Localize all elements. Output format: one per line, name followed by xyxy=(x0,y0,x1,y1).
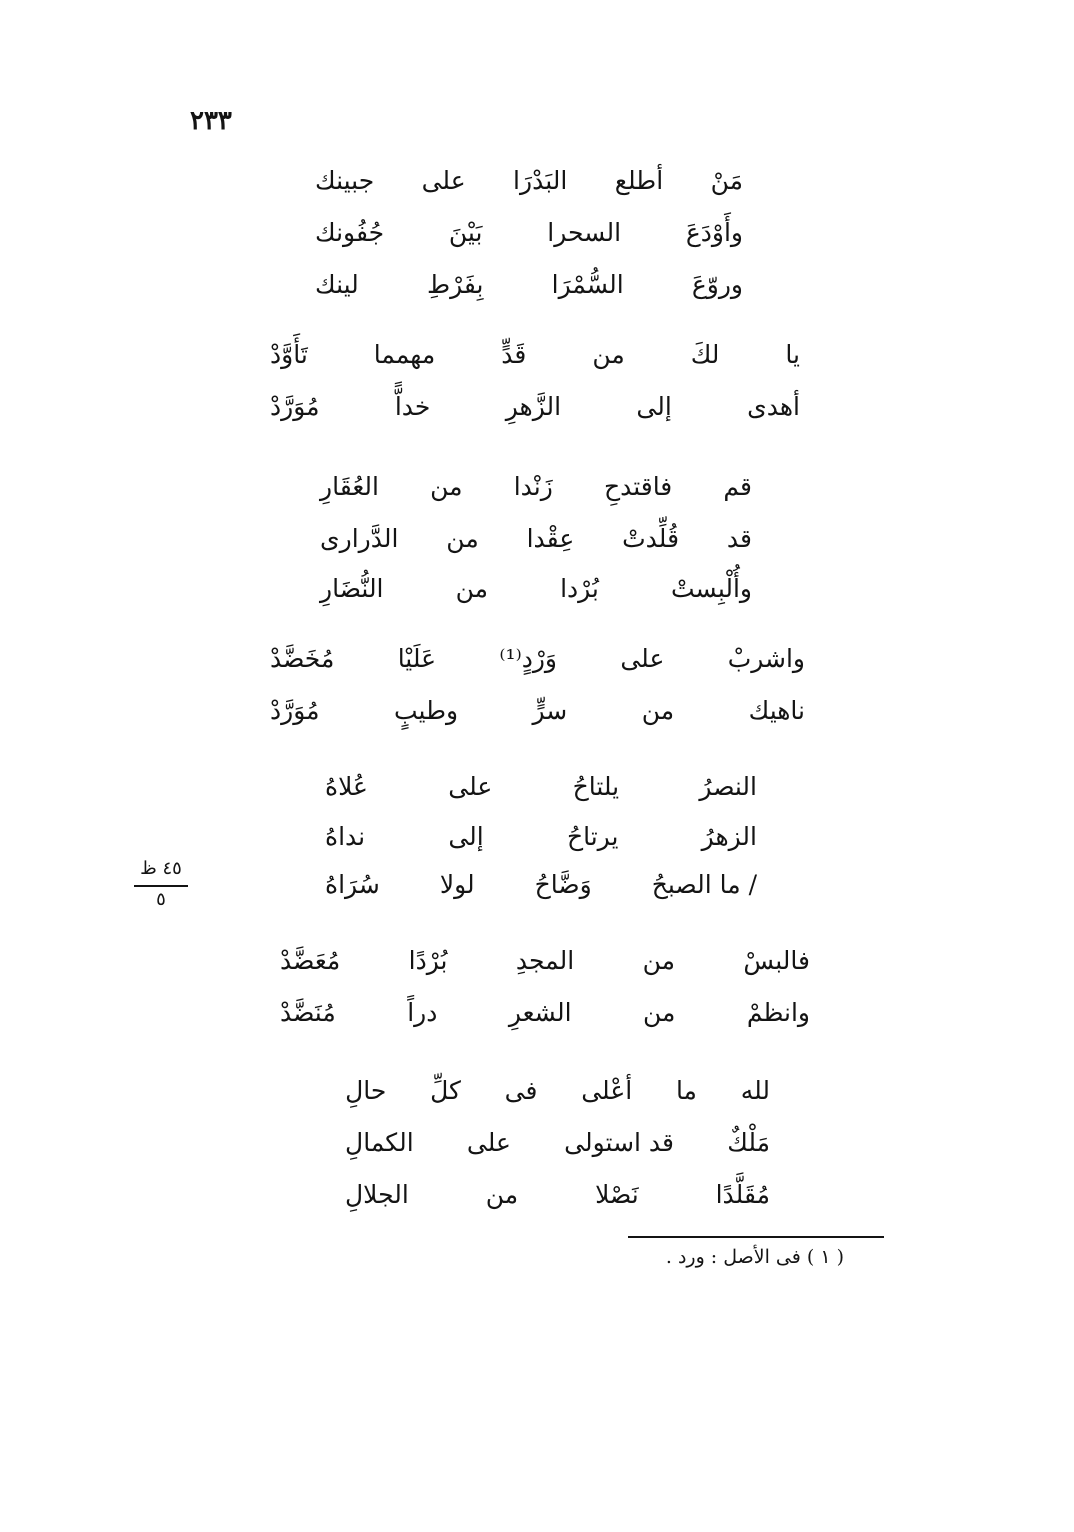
verse-word: مُنَضَّدْ xyxy=(280,997,336,1027)
verse-word: وَضَّاحُ xyxy=(534,869,592,899)
verse-line xyxy=(315,158,743,202)
verse-word: من xyxy=(642,945,675,975)
verse-word: من xyxy=(643,997,676,1027)
verse-word: من xyxy=(592,339,625,369)
verse-word: الزهرُ xyxy=(701,821,757,851)
verse-word: لينك xyxy=(315,269,359,299)
verse-line xyxy=(280,938,810,982)
verse-word: الشعرِ xyxy=(508,997,572,1027)
verse-word: إلى xyxy=(448,821,484,851)
footnote: ( ١ ) فى الأصل : ورد . xyxy=(665,1246,844,1268)
verse-word: كلِّ xyxy=(430,1075,461,1105)
verse-word: أهدى xyxy=(747,391,800,421)
verse-word: سُرَاهُ xyxy=(325,869,380,899)
verse-word: وأَوْدَعَ xyxy=(685,217,743,247)
verse-word: نداهُ xyxy=(325,821,366,851)
verse-line xyxy=(320,566,752,610)
verse-word: عُلاهُ xyxy=(325,771,368,801)
verse-word: زَنْدا xyxy=(513,471,553,501)
verse-word: وأُلْبِستْ xyxy=(670,573,752,603)
page-number: ٢٣٣ xyxy=(190,106,232,136)
verse-line xyxy=(325,862,757,906)
verse-word: واشربْ xyxy=(727,643,805,673)
verse-word: مُقَلَّدًا xyxy=(715,1179,770,1209)
verse-line xyxy=(315,210,743,254)
verse-line xyxy=(325,814,757,858)
verse-word: مُوَرَّدْ xyxy=(270,391,320,421)
verse-word: حالِ xyxy=(345,1075,387,1105)
margin-note xyxy=(130,858,192,910)
verse-word: جُفُونك xyxy=(315,217,385,247)
verse-line xyxy=(345,1068,770,1112)
verse-word: وطيبٍ xyxy=(393,695,459,725)
verse-word: قَدٍّ xyxy=(501,339,527,369)
verse-word: وانظمْ xyxy=(746,997,810,1027)
verse-word: العُقَارِ xyxy=(320,471,379,501)
verse-word: قد xyxy=(726,523,752,553)
verse-line xyxy=(345,1172,770,1216)
verse-line xyxy=(345,1120,770,1164)
verse-word: بِفَرْطِ xyxy=(426,269,484,299)
verse-word: جبينك xyxy=(315,165,375,195)
verse-word: على xyxy=(620,643,665,673)
verse-word: مُوَرَّدْ xyxy=(270,695,320,725)
verse-word: قد استولى xyxy=(564,1127,674,1157)
verse-line xyxy=(270,332,800,376)
verse-word: بُرْدًا xyxy=(408,945,448,975)
verse-word: على xyxy=(448,771,493,801)
verse-word: تَأَوَّدْ xyxy=(270,339,308,369)
verse-line xyxy=(270,384,800,428)
verse-word: دراً xyxy=(407,997,438,1027)
verse-word: فى xyxy=(504,1075,538,1105)
verse-word: السُّمْرَا xyxy=(551,269,624,299)
verse-word: وروّعَ xyxy=(691,269,743,299)
verse-word: يا xyxy=(785,339,800,369)
verse-word: قُلِّدتْ xyxy=(622,523,680,553)
verse-word: إلى xyxy=(636,391,672,421)
verse-word: ما xyxy=(675,1075,697,1105)
verse-word: الدَّرارى xyxy=(320,523,399,553)
verse-word: من xyxy=(455,573,488,603)
verse-word: قم xyxy=(723,471,752,501)
verse-line xyxy=(325,764,757,808)
verse-word: من xyxy=(446,523,479,553)
margin-note-folio: ٤٥ ظ xyxy=(140,858,182,879)
verse-word: / ما الصبحُ xyxy=(651,869,757,899)
verse-word: وَرْدٍ⁽¹⁾ xyxy=(499,643,557,673)
verse-word: لله xyxy=(740,1075,770,1105)
footnote-rule xyxy=(628,1236,884,1238)
verse-word: على xyxy=(421,165,466,195)
verse-word: الجلالِ xyxy=(345,1179,409,1209)
verse-word: الكمالِ xyxy=(345,1127,414,1157)
verse-word: نَصْلا xyxy=(595,1179,639,1209)
verse-word: المجدِ xyxy=(515,945,575,975)
verse-word: أطلع xyxy=(614,165,664,195)
verse-word: من xyxy=(641,695,675,725)
verse-word: النُّضَارِ xyxy=(320,573,384,603)
verse-word: عَلَيْا xyxy=(397,643,437,673)
verse-word: من xyxy=(485,1179,519,1209)
verse-word: السحرا xyxy=(547,217,622,247)
verse-word: أعْلى xyxy=(581,1075,633,1105)
verse-word: مَلْكٌ xyxy=(727,1127,770,1157)
verse-word: البَدْرَا xyxy=(513,165,568,195)
verse-word: بَيْنَ xyxy=(448,217,483,247)
verse-word: فاقتدحِ xyxy=(603,471,673,501)
verse-word: ناهيك xyxy=(748,695,805,725)
verse-word: مُعَضَّدْ xyxy=(280,945,341,975)
verse-word: لولا xyxy=(439,869,475,899)
verse-word: فالبسْ xyxy=(743,945,810,975)
verse-line xyxy=(320,516,752,560)
verse-word: مهمما xyxy=(373,339,436,369)
verse-word: على xyxy=(466,1127,511,1157)
verse-line xyxy=(320,464,752,508)
verse-word: خداًّ xyxy=(394,391,431,421)
verse-line xyxy=(270,688,805,732)
verse-line xyxy=(280,990,810,1034)
verse-word: يلتاحُ xyxy=(572,771,620,801)
verse-word: يرتاحُ xyxy=(566,821,619,851)
verse-word: لكَ xyxy=(690,339,720,369)
verse-line xyxy=(270,636,805,680)
verse-line xyxy=(315,262,743,306)
verse-word: الزَّهرِ xyxy=(505,391,562,421)
margin-note-number: ٥ xyxy=(156,889,166,910)
verse-word: عِقْدا xyxy=(526,523,575,553)
verse-word: مَنْ xyxy=(710,165,743,195)
verse-word: مُخَضَّدْ xyxy=(270,643,335,673)
verse-word: سرٍّ xyxy=(532,695,568,725)
verse-word: النصرُ xyxy=(699,771,757,801)
verse-word: بُرْدا xyxy=(560,573,599,603)
verse-word: من xyxy=(430,471,463,501)
margin-note-rule xyxy=(134,885,188,887)
